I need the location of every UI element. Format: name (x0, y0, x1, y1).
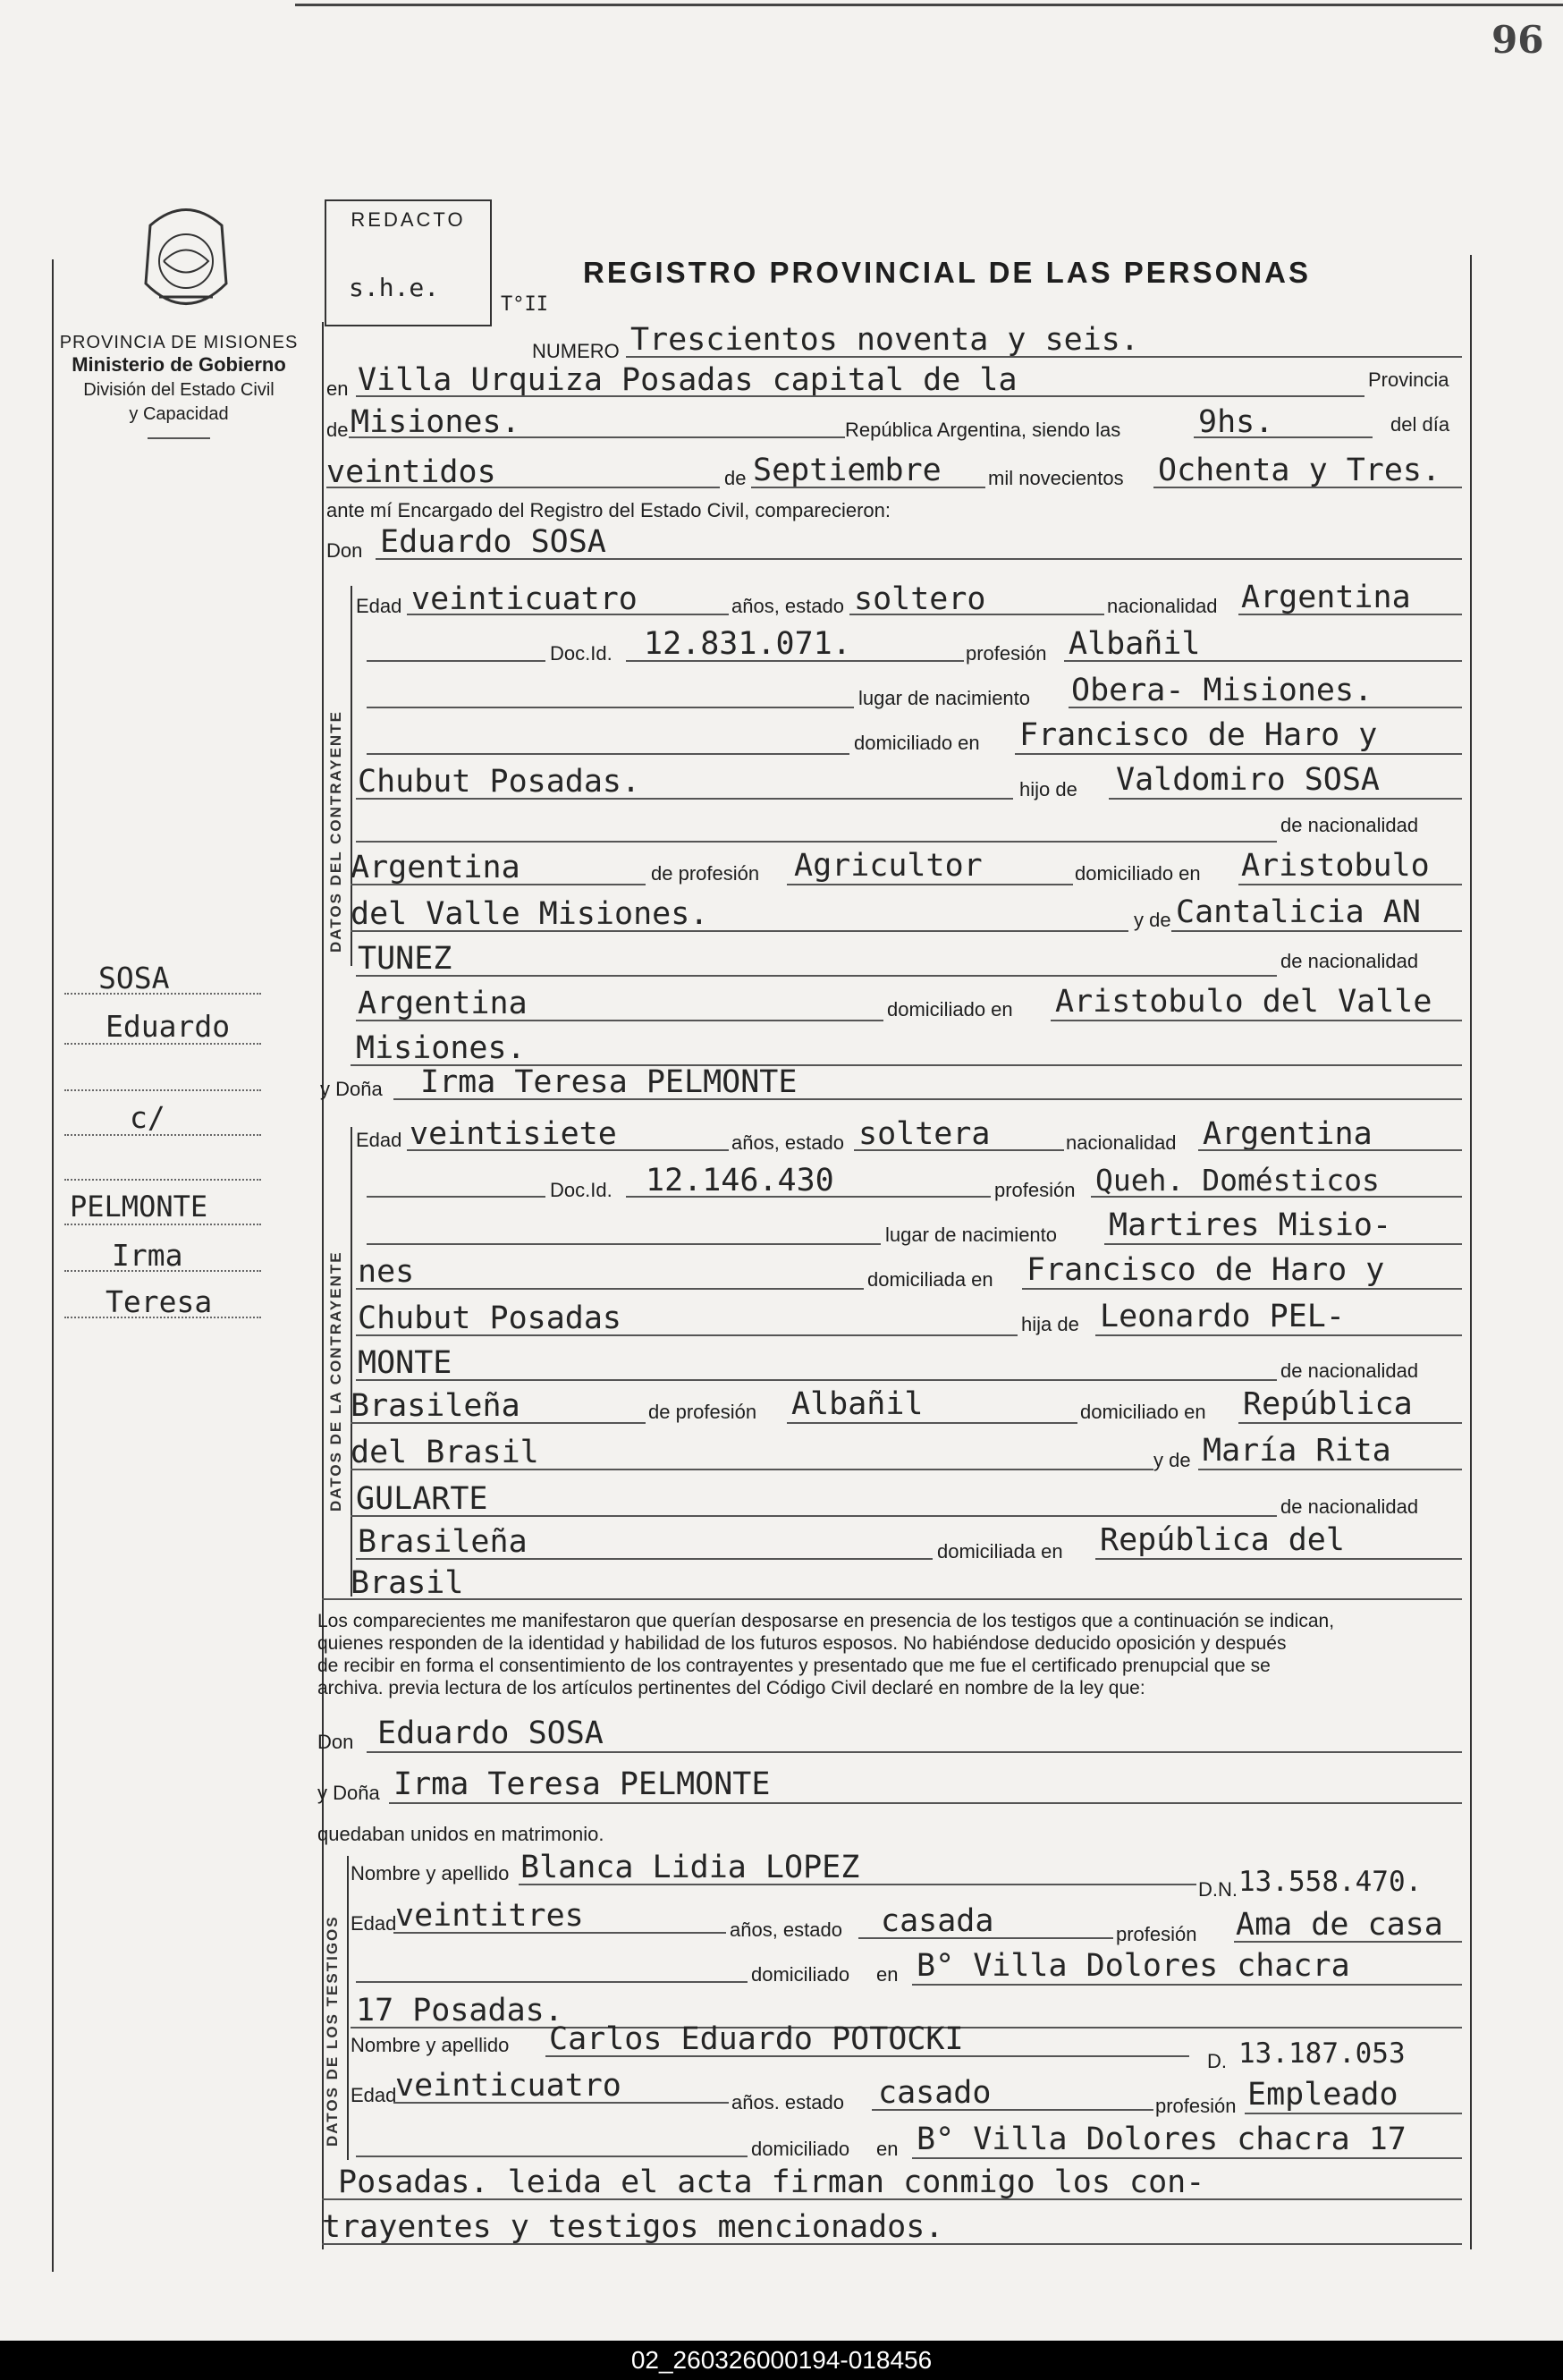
c2-profesion-value: Queh. Domésticos (1095, 1163, 1380, 1198)
c2-madre-nacionalidad-value: Brasileña (358, 1524, 528, 1560)
dona-value: Irma Teresa PELMONTE (420, 1064, 798, 1100)
doc-line (626, 660, 964, 662)
footer-id: 02_260326000194-018456 (0, 2341, 1563, 2380)
c2-padre-domicilio-2-value: del Brasil (351, 1435, 539, 1470)
de-mes-label: de (724, 467, 747, 489)
c2-lugar-nac-2-line (356, 1288, 864, 1290)
c2-padre-2-value: MONTE (358, 1345, 452, 1381)
c2-padre-nacionalidad-line (351, 1422, 646, 1424)
madre-nacionalidad-value: Argentina (358, 986, 528, 1021)
side-contrayenta: DATOS DE LA CONTRAYENTE (327, 1250, 344, 1512)
c2-doc-value: 12.146.430 (646, 1163, 834, 1198)
org-division: División del Estado Civil (83, 380, 275, 400)
madre-domicilio-1-value: Aristobulo del Valle (1055, 984, 1432, 1020)
t1-domicilio-1-line (912, 1984, 1462, 1986)
t2-nombre-label: Nombre y apellido (351, 2034, 510, 2056)
right-border-line (1470, 255, 1472, 2249)
t1-dni-value: 13.558.470. (1238, 1866, 1423, 1898)
declara-don-line (367, 1751, 1462, 1753)
side-note-line-3 (64, 1089, 261, 1091)
c2-nacionalidad-value: Argentina (1203, 1116, 1373, 1152)
c2-lugar-nac-label: lugar de nacimiento (885, 1224, 1058, 1246)
doc-value: 12.831.071. (644, 626, 851, 662)
doc-pre-line (367, 660, 545, 662)
lugar-nac-line (1069, 707, 1462, 708)
t2-d-label: D. (1207, 2050, 1227, 2072)
c2-lugar-nac-1-line (1104, 1243, 1462, 1245)
c2-madre-domicilio-2-value: Brasil (351, 1565, 464, 1601)
padre-nacionalidad-value: Argentina (351, 850, 520, 885)
t2-nombre-line (545, 2055, 1189, 2057)
side-note-line-5 (64, 1179, 261, 1181)
hora-value: 9hs. (1198, 404, 1274, 440)
padre-domicilio-1-value: Aristobulo (1241, 848, 1430, 884)
cierre-line-2-rule (322, 2243, 1462, 2245)
coat-of-arms-emblem (132, 199, 240, 324)
org-divider (148, 437, 210, 439)
t1-domicilio-pre-line (356, 1981, 748, 1983)
quedaban-text: quedaban unidos en matrimonio. (317, 1823, 604, 1845)
t1-nombre-value: Blanca Lidia LOPEZ (520, 1850, 860, 1885)
t1-profesion-value: Ama de casa (1236, 1907, 1443, 1943)
c2-padre-1-line (1095, 1334, 1462, 1336)
c2-anos-estado-label: años, estado (731, 1131, 844, 1154)
redacto-label: REDACTO (351, 208, 466, 231)
side-note-teresa: Teresa (106, 1284, 213, 1319)
nacionalidad-value: Argentina (1241, 580, 1411, 615)
t2-profesion-label: profesión (1155, 2095, 1237, 2117)
don-line (376, 558, 1462, 560)
padre-profesion-value: Agricultor (794, 848, 983, 884)
declaracion-line-1: Los comparecientes me manifestaron que querían desposarse en presencia de los testigos que a continuación se indican, (317, 1611, 1335, 1631)
ante-mi-text: ante mí Encargado del Registro del Estado Civil, comparecieron: (326, 499, 891, 521)
domicilio-1-line (1015, 753, 1462, 755)
contrayenta-block-border (351, 1127, 352, 1597)
t2-estado-line (872, 2109, 1153, 2111)
estado-line (849, 614, 1104, 615)
t1-domiciliado-label: domiciliado (751, 1963, 850, 1986)
side-note-line-1 (64, 993, 261, 995)
provincia-value: Misiones. (351, 404, 520, 440)
t2-edad-line (393, 2102, 729, 2104)
mes-value: Septiembre (753, 453, 942, 488)
org-provincia: PROVINCIA DE MISIONES (59, 333, 299, 352)
de-label: de (326, 419, 349, 441)
t2-domicilio-pre-line (356, 2156, 748, 2157)
en-label: en (326, 377, 349, 400)
madre-domicilio-2-value: Misiones. (356, 1030, 526, 1066)
c2-padre-domicilio-1-line (1238, 1422, 1462, 1424)
c2-de-profesion-label: de profesión (648, 1401, 757, 1423)
padre-line (1109, 798, 1462, 800)
t2-edad-label: Edad (351, 2084, 397, 2106)
side-note-irma: Irma (112, 1238, 183, 1273)
header-org (54, 333, 304, 439)
c2-domicilio-1-value: Francisco de Haro y (1027, 1252, 1385, 1288)
c2-domicilio-1-line (1022, 1288, 1462, 1290)
del-dia-label: del día (1390, 413, 1450, 436)
c2-padre-2-line (356, 1379, 1277, 1381)
c2-estado-value: soltera (858, 1116, 991, 1152)
madre-1-line (1171, 930, 1462, 932)
profesion-line (1064, 660, 1462, 662)
top-edge (295, 4, 1563, 6)
don-value: Eduardo SOSA (380, 524, 606, 560)
side-note-c: c/ (130, 1100, 165, 1135)
c2-padre-domiciliado-en-label: domiciliado en (1080, 1401, 1206, 1423)
dona-line (393, 1098, 1462, 1100)
domiciliado-en-label: domiciliado en (854, 732, 980, 754)
c2-padre-profesion-line (787, 1422, 1077, 1424)
t2-anos-estado-label: años. estado (731, 2091, 844, 2113)
c2-madre-de-nacionalidad-label: de nacionalidad (1280, 1495, 1419, 1518)
anos-estado-label: años, estado (731, 595, 844, 617)
mil-novecientos-label: mil novecientos (988, 467, 1124, 489)
lugar-nac-pre-line (367, 707, 854, 708)
don-label: Don (326, 539, 363, 562)
t1-profesion-line (1234, 1941, 1462, 1943)
lugar-line (356, 395, 1364, 397)
side-testigos: DATOS DE LOS TESTIGOS (324, 1915, 341, 2147)
c2-madre-domicilio-1-line (1095, 1558, 1462, 1560)
page-number: 96 (1491, 18, 1544, 62)
t1-domicilio-2-value: 17 Posadas. (356, 1993, 563, 2029)
padre-domicilio-2-value: del Valle Misiones. (351, 896, 709, 932)
c2-madre-2-value: GULARTE (356, 1481, 488, 1517)
numero-value: Trescientos noventa y seis. (630, 322, 1139, 358)
t2-edad-value: veinticuatro (395, 2068, 621, 2104)
side-note-line-7 (64, 1270, 261, 1272)
madre-nacionalidad-line (356, 1020, 883, 1021)
profesion-value: Albañil (1069, 626, 1201, 662)
edad-label: Edad (356, 595, 402, 617)
doc-label: Doc.Id. (550, 642, 613, 665)
c2-estado-line (854, 1149, 1064, 1151)
c2-doc-label: Doc.Id. (550, 1179, 613, 1201)
declaracion-text (317, 1610, 1471, 1699)
t1-estado-value: casada (881, 1903, 994, 1939)
c2-padre-profesion-value: Albañil (791, 1386, 924, 1422)
edad-value: veinticuatro (411, 581, 638, 617)
profesion-label: profesión (966, 642, 1047, 665)
hijo-de-label: hijo de (1019, 778, 1077, 800)
padre-domicilio-1-line (1238, 884, 1462, 885)
cierre-line-1: Posadas. leida el acta firman conmigo los con- (338, 2164, 1205, 2200)
declara-dona-value: Irma Teresa PELMONTE (393, 1766, 771, 1802)
nacionalidad-label: nacionalidad (1107, 595, 1218, 617)
edad-line (407, 614, 729, 615)
t1-profesion-label: profesión (1116, 1923, 1197, 1945)
t1-dni-label: D.N. (1198, 1878, 1238, 1901)
hora-line (1194, 436, 1373, 438)
t1-en-label: en (876, 1963, 899, 1986)
c2-domicilio-2-line (356, 1334, 1018, 1336)
t2-domicilio-line (912, 2157, 1462, 2159)
c2-lugar-nac-2-value: nes (358, 1254, 415, 1290)
t1-edad-line (393, 1932, 726, 1934)
domicilio-1-value: Francisco de Haro y (1019, 717, 1378, 753)
declaracion-line-2: quienes responden de la identidad y habilidad de los futuros esposos. No habiéndose deducido oposición y después (317, 1633, 1287, 1654)
c2-madre-1-value: María Rita (1203, 1433, 1391, 1469)
c2-domicilio-2-value: Chubut Posadas (358, 1300, 622, 1336)
declaracion-line-3: de recibir en forma el consentimiento de los contrayentes y presentado que me fue el certificado prenupcial que se (317, 1656, 1271, 1676)
dona-label: y Doña (320, 1078, 383, 1100)
t2-profesion-value: Empleado (1247, 2077, 1398, 2113)
t2-domicilio-value: B° Villa Dolores chacra 17 (917, 2122, 1407, 2157)
t1-estado-line (858, 1937, 1113, 1939)
page-title: REGISTRO PROVINCIAL DE LAS PERSONAS (583, 256, 1311, 289)
c2-nacionalidad-line (1198, 1149, 1462, 1151)
t2-nombre-value: Carlos Eduardo POTOCKI (549, 2021, 964, 2057)
t1-nombre-label: Nombre y apellido (351, 1862, 510, 1885)
declara-don-label: Don (317, 1731, 354, 1753)
c2-lugar-nac-1-value: Martires Misio- (1109, 1207, 1392, 1243)
provincia-label: Provincia (1368, 368, 1449, 391)
side-contrayente: DATOS DEL CONTRAYENTE (327, 710, 344, 953)
t1-domicilio-1-value: B° Villa Dolores chacra (917, 1948, 1350, 1984)
domicilio-2-value: Chubut Posadas. (358, 764, 641, 800)
padre-nacionalidad-line (351, 884, 646, 885)
lugar-nac-value: Obera- Misiones. (1071, 673, 1373, 708)
c2-madre-2-line (351, 1515, 1277, 1517)
padre-profesion-line (787, 884, 1073, 885)
t1-nombre-line (519, 1884, 1196, 1885)
side-note-line-2 (64, 1043, 261, 1045)
nacionalidad-line (1238, 614, 1462, 615)
c2-padre-domicilio-1-value: República (1243, 1386, 1413, 1422)
padre-domiciliado-en-label: domiciliado en (1075, 862, 1201, 885)
c2-padre-domicilio-2-line (351, 1469, 1153, 1470)
t2-profesion-line (1245, 2113, 1462, 2114)
side-note-line-4 (64, 1134, 261, 1136)
padre-domicilio-2-line (351, 930, 1128, 932)
side-note-eduardo: Eduardo (106, 1009, 231, 1044)
contrayenta-block-bottom (322, 1598, 1462, 1600)
cierre-line-1-rule (322, 2198, 1462, 2200)
t2-en-label: en (876, 2138, 899, 2160)
anio-line (1153, 487, 1462, 488)
redacto-initials: s.h.e. (349, 273, 440, 302)
provincia-line (349, 436, 845, 438)
c2-lugar-pre-line (367, 1243, 881, 1245)
t2-estado-value: casado (878, 2075, 992, 2111)
side-note-pelmonte: PELMONTE (70, 1190, 208, 1224)
org-capacidad: y Capacidad (129, 404, 229, 424)
declara-dona-label: y Doña (317, 1782, 380, 1804)
c2-profesion-line (1091, 1196, 1462, 1198)
t1-edad-value: veintitres (395, 1898, 584, 1934)
c2-domiciliada-en-label: domiciliada en (867, 1268, 993, 1291)
madre-de-nacionalidad-label: de nacionalidad (1280, 950, 1419, 972)
cierre-line-2: trayentes y testigos mencionados. (322, 2209, 944, 2245)
c2-y-de-label: y de (1153, 1449, 1191, 1471)
domicilio-2-line (356, 798, 1013, 800)
c2-nacionalidad-label: nacionalidad (1066, 1131, 1177, 1154)
c2-edad-line (407, 1149, 729, 1151)
madre-2-line (356, 975, 1277, 977)
c2-hija-de-label: hija de (1021, 1313, 1079, 1335)
c2-doc-line (626, 1196, 991, 1198)
side-note-line-6 (64, 1224, 261, 1225)
numero-label: NUMERO (532, 340, 620, 362)
c2-doc-pre-line (367, 1196, 545, 1198)
left-margin-line (52, 259, 54, 2272)
c2-madre-domicilio-1-value: República del (1100, 1522, 1345, 1558)
c2-madre-1-line (1198, 1469, 1462, 1470)
madre-1-value: Cantalicia AN (1176, 894, 1421, 930)
c2-padre-1-value: Leonardo PEL- (1100, 1299, 1345, 1334)
t2-dni-value: 13.187.053 (1238, 2037, 1406, 2070)
tomo-mark: T°II (501, 293, 548, 316)
madre-domicilio-1-line (1051, 1020, 1462, 1021)
testigos-block-border (347, 1856, 349, 2160)
c2-madre-nacionalidad-line (356, 1558, 933, 1560)
declara-don-value: Eduardo SOSA (377, 1715, 604, 1751)
lugar-value: Villa Urquiza Posadas capital de la (358, 362, 1018, 398)
org-ministerio: Ministerio de Gobierno (72, 353, 286, 376)
dia-value: veintidos (326, 454, 496, 490)
t2-domiciliado-label: domiciliado (751, 2138, 850, 2160)
redacto-stamp (325, 199, 492, 326)
anio-value: Ochenta y Tres. (1158, 453, 1441, 488)
side-note-sosa: SOSA (98, 961, 170, 995)
mes-line (751, 487, 985, 488)
declaracion-line-4: archiva. previa lectura de los artículos pertinentes del Código Civil declaré en nombre de la ley que: (317, 1678, 1145, 1698)
declara-dona-line (389, 1802, 1462, 1804)
republica-label: República Argentina, siendo las (845, 419, 1121, 441)
domicilio-pre-line (367, 753, 849, 755)
c2-padre-nacionalidad-value: Brasileña (351, 1388, 520, 1424)
side-note-line-8 (64, 1317, 261, 1318)
dia-line (326, 487, 720, 488)
c2-edad-value: veintisiete (410, 1116, 617, 1152)
c2-profesion-label: profesión (994, 1179, 1076, 1201)
de-nacionalidad-label: de nacionalidad (1280, 814, 1419, 836)
estado-value: soltero (854, 581, 986, 617)
numero-line (626, 356, 1462, 358)
c2-madre-domiciliada-en-label: domiciliada en (937, 1540, 1063, 1563)
y-de-label: y de (1134, 909, 1171, 931)
lugar-nac-label: lugar de nacimiento (858, 687, 1031, 709)
madre-2-value: TUNEZ (358, 941, 452, 977)
padre-value: Valdomiro SOSA (1116, 762, 1381, 798)
c2-edad-label: Edad (356, 1129, 402, 1151)
t1-anos-estado-label: años, estado (730, 1918, 842, 1941)
madre-domiciliado-en-label: domiciliado en (887, 998, 1013, 1021)
padre-nac-pre-line (356, 841, 1277, 843)
c2-de-nacionalidad-label: de nacionalidad (1280, 1359, 1419, 1382)
de-profesion-label: de profesión (651, 862, 760, 885)
t1-edad-label: Edad (351, 1912, 397, 1935)
